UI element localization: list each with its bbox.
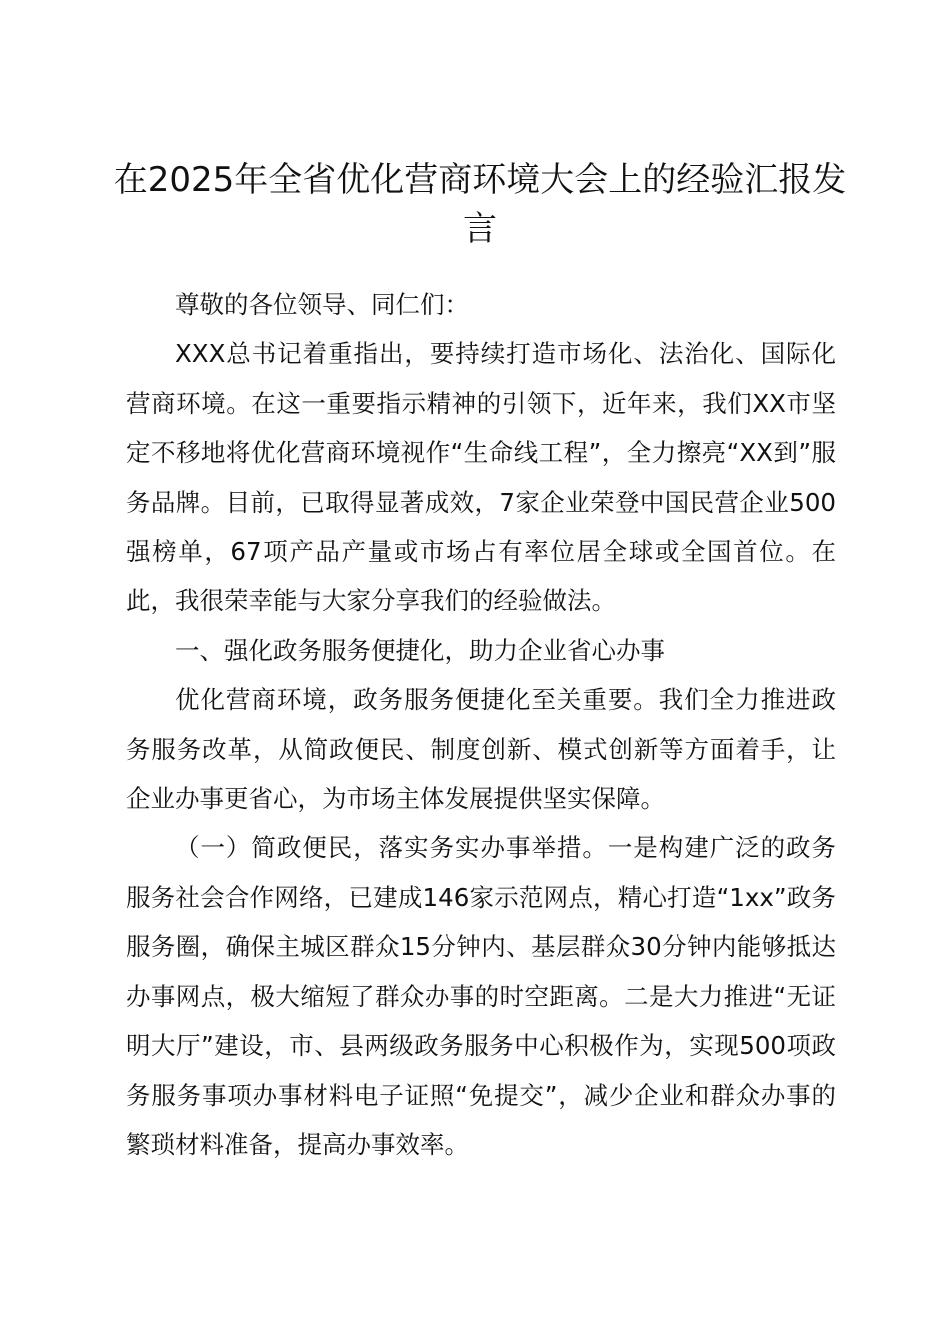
document-body [126, 280, 836, 1169]
section-intro-paragraph: 优化营商环境，政务服务便捷化至关重要。我们全力推进政务服务改革，从简政便民、制度创新、模式创新等方面着手，让企业办事更省心，为市场主体发展提供坚实保障。 [126, 685, 836, 814]
salutation-paragraph: 尊敬的各位领导、同仁们： [175, 290, 469, 319]
intro-paragraph: XXX总书记着重指出，要持续打造市场化、法治化、国际化营商环境。在这一重要指示精神的引领下，近年来，我们XX市坚定不移地将优化营商环境视作“生命线工程”，全力擦亮“XX到”服务品牌。目前，已取得显著成效，7家企业荣登中国民营企业500强榜单，67项产品产量或市场占有率位居全球或全国首位。在此，我很荣幸能与大家分享我们的经验做法。 [126, 339, 836, 616]
subsection-paragraph: （一）简政便民，落实务实办事举措。一是构建广泛的政务服务社会合作网络，已建成146家示范网点，精心打造“1xx”政务服务圈，确保主城区群众15分钟内、基层群众30分钟内能够抵达办事网点，极大缩短了群众办事的时空距离。二是大力推进“无证明大厅”建设，市、县两级政务服务中心积极作为，实现500项政务服务事项办事材料电子证照“免提交”，减少企业和群众办事的繁琐材料准备，提高办事效率。 [126, 833, 836, 1159]
section-heading: 一、强化政务服务便捷化，助力企业省心办事 [175, 635, 665, 665]
page-title: 在2025年全省优化营商环境大会上的经验汇报发言 [113, 160, 847, 249]
